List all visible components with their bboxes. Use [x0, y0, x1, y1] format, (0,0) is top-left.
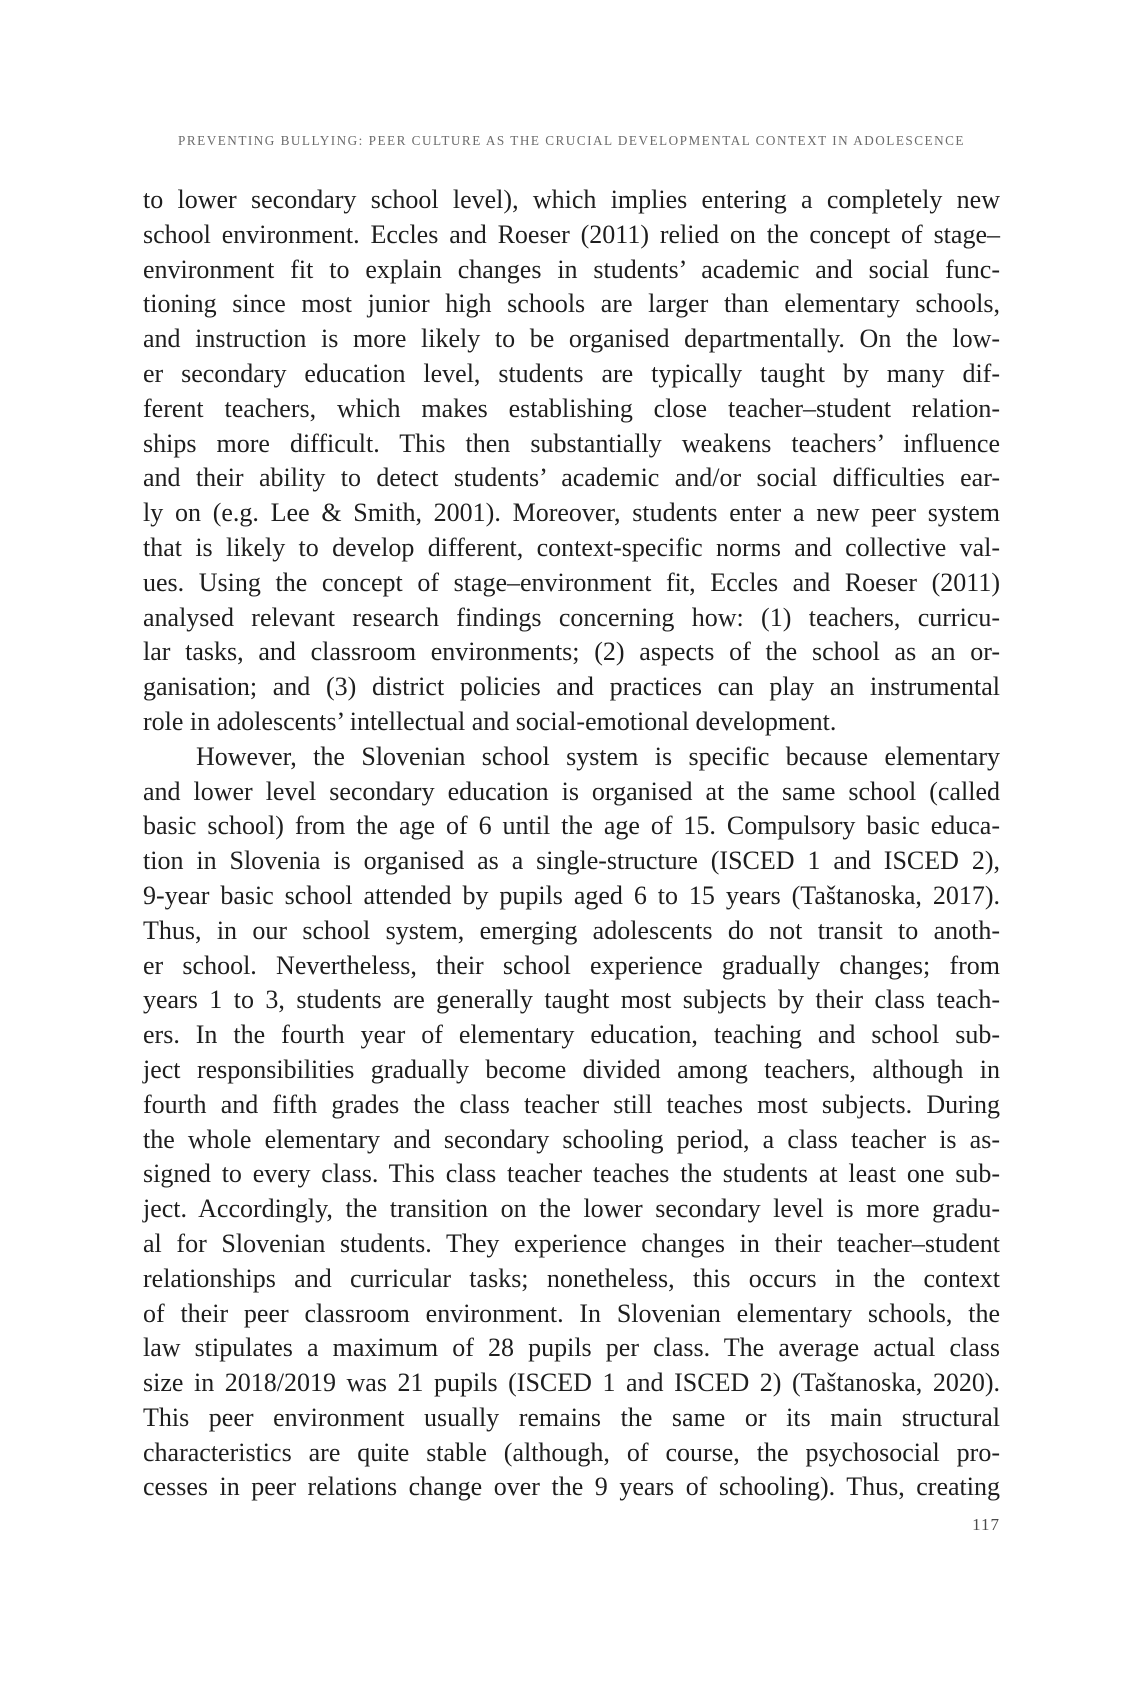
paragraph-1-line-8: ships more difficult. This then substantially weakens teachers’ influence — [143, 428, 1000, 458]
paragraph-2-line-1: However, the Slovenian school system is specific because elementary — [196, 741, 1000, 771]
running-header: PREVENTING BULLYING: PEER CULTURE AS THE CRUCIAL DEVELOPMENTAL CONTEXT IN ADOLESCENCE — [178, 133, 965, 148]
paragraph-1-line-9: and their ability to detect students’ academic and/or social difficulties ear- — [143, 463, 1000, 493]
paragraph-2-line-20: This peer environment usually remains the same or its main structural — [143, 1402, 1000, 1432]
paragraph-2-line-2: and lower level secondary education is organised at the same school (called — [143, 776, 1000, 806]
paragraph-1-line-7: ferent teachers, which makes establishing close teacher–student relation- — [143, 393, 1000, 423]
paragraph-1-line-2: school environment. Eccles and Roeser (2011) relied on the concept of stage– — [143, 219, 1000, 249]
paragraph-2-line-18: law stipulates a maximum of 28 pupils per class. The average actual class — [143, 1333, 1000, 1363]
paragraph-2-line-14: ject. Accordingly, the transition on the lower secondary level is more gradu- — [143, 1194, 1000, 1224]
paragraph-1-line-5: and instruction is more likely to be organised departmentally. On the low- — [143, 324, 1000, 354]
paragraph-1-line-11: that is likely to develop different, context-specific norms and collective val- — [143, 532, 1000, 562]
paragraph-2-line-12: the whole elementary and secondary schooling period, a class teacher is as- — [143, 1124, 1000, 1154]
page-number: 117 — [972, 1515, 1000, 1534]
paragraph-2-line-7: er school. Nevertheless, their school experience gradually changes; from — [143, 950, 1000, 980]
paragraph-2-line-3: basic school) from the age of 6 until the age of 15. Compulsory basic educa- — [143, 811, 1000, 841]
paragraph-1-line-1: to lower secondary school level), which implies entering a completely new — [143, 185, 1000, 214]
paragraph-1-line-15: ganisation; and (3) district policies and practices can play an instrumental — [143, 672, 1000, 702]
paragraph-2-line-15: al for Slovenian students. They experience changes in their teacher–student — [143, 1228, 1000, 1258]
paragraph-2-line-21: characteristics are quite stable (although, of course, the psychosocial pro- — [143, 1437, 1000, 1467]
paragraph-2-line-19: size in 2018/2019 was 21 pupils (ISCED 1 and ISCED 2) (Taštanoska, 2020). — [143, 1368, 1000, 1398]
paragraph-2-line-13: signed to every class. This class teacher teaches the students at least one sub- — [143, 1159, 1000, 1189]
paragraph-1-line-13: analysed relevant research findings concerning how: (1) teachers, curricu- — [143, 602, 1000, 632]
paragraph-1-line-14: lar tasks, and classroom environments; (2) aspects of the school as an or- — [143, 637, 1000, 667]
paragraph-1-line-10: ly on (e.g. Lee & Smith, 2001). Moreover, students enter a new peer system — [143, 498, 1000, 528]
paragraph-1-line-6: er secondary education level, students are typically taught by many dif- — [143, 358, 1000, 388]
paragraph-2-line-9: ers. In the fourth year of elementary education, teaching and school sub- — [143, 1020, 1000, 1050]
paragraph-2-line-8: years 1 to 3, students are generally taught most subjects by their class teach- — [143, 985, 1000, 1015]
body-text — [143, 183, 1000, 1505]
paragraph-2-line-5: 9-year basic school attended by pupils aged 6 to 15 years (Taštanoska, 2017). — [143, 880, 1000, 910]
paragraph-1-line-12: ues. Using the concept of stage–environment fit, Eccles and Roeser (2011) — [143, 567, 1000, 597]
paragraph-2-line-17: of their peer classroom environment. In Slovenian elementary schools, the — [143, 1298, 1000, 1328]
paragraph-1-line-16: role in adolescents’ intellectual and social-emotional development. — [143, 706, 837, 736]
paragraph-2-line-10: ject responsibilities gradually become divided among teachers, although in — [143, 1054, 1000, 1084]
paragraph-1-line-3: environment fit to explain changes in students’ academic and social func- — [143, 254, 1000, 284]
paragraph-2-line-16: relationships and curricular tasks; nonetheless, this occurs in the context — [143, 1263, 1000, 1293]
paragraph-2-line-4: tion in Slovenia is organised as a single-structure (ISCED 1 and ISCED 2), — [143, 846, 1000, 876]
paragraph-2-line-11: fourth and fifth grades the class teacher still teaches most subjects. During — [143, 1089, 1000, 1119]
paragraph-2-line-6: Thus, in our school system, emerging adolescents do not transit to anoth- — [143, 915, 1000, 945]
paragraph-2-line-22: cesses in peer relations change over the 9 years of schooling). Thus, creating — [143, 1472, 1000, 1502]
paragraph-1-line-4: tioning since most junior high schools are larger than elementary schools, — [143, 289, 1000, 319]
